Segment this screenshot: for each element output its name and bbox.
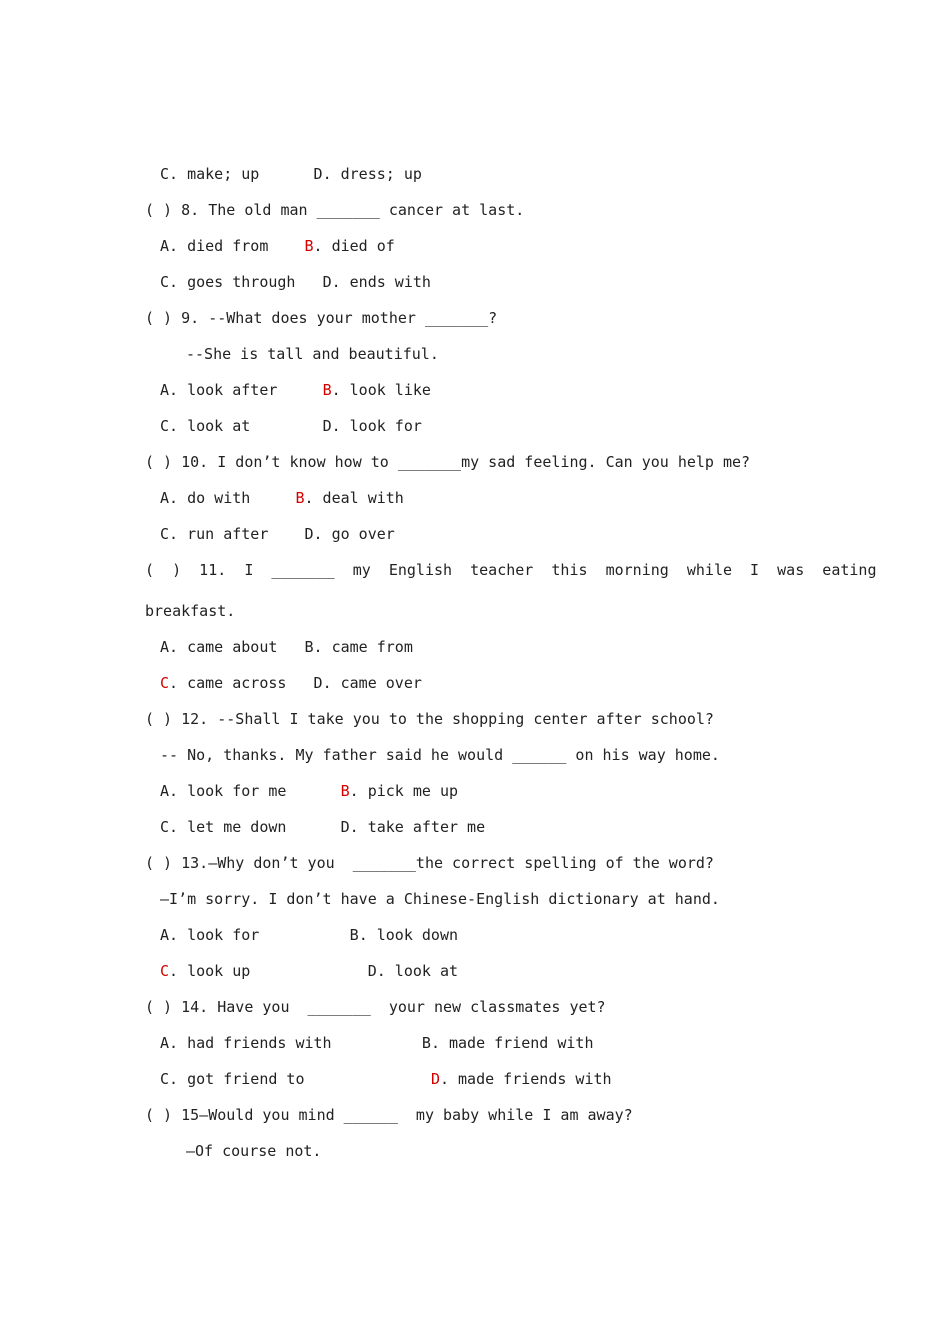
line-text [277,638,304,656]
line-text: . run after [169,525,269,543]
answer-options-line [160,272,431,292]
line-text: A [160,489,170,507]
line-text: A [160,381,170,399]
line-text: D [304,525,314,543]
answer-options-line [160,961,458,981]
line-text: D [340,818,350,836]
line-text: B [304,638,314,656]
line-text [286,818,340,836]
correct-answer-letter: B [304,237,314,255]
line-text: . let me down [169,818,287,836]
correct-answer-letter: C [160,962,170,980]
line-text: A [160,638,170,656]
line-text [286,674,313,692]
line-text: . made friends with [439,1070,612,1088]
line-text: C [160,1070,170,1088]
line-text: D [322,417,332,435]
answer-options-line [160,488,404,508]
line-text: . pick me up [349,782,459,800]
line-text [332,1034,422,1052]
line-text: A [160,237,170,255]
line-text: . look for [169,926,260,944]
line-text [305,1070,431,1088]
question-line [145,200,524,220]
line-text: . look at [376,962,459,980]
question-line [145,452,750,472]
line-text: . look after [169,381,278,399]
line-text: A [160,782,170,800]
line-text: ( ) 12. --Shall I take you to the shopping center after school? [145,710,714,728]
answer-options-line [160,637,413,657]
response-line [160,745,720,765]
line-text: D [367,962,377,980]
response-line [160,889,720,909]
line-text: C [160,818,170,836]
line-text: . look down [358,926,459,944]
line-text: C [160,273,170,291]
line-text: -- No, thanks. My father said he would ______ on his way home. [160,746,720,764]
line-text: . came about [169,638,278,656]
line-text: . deal with [304,489,404,507]
line-text: C [160,165,170,183]
line-text: . look at [169,417,251,435]
correct-answer-letter: B [322,381,332,399]
line-text: ( ) 13.—Why don’t you _______the correct spelling of the word? [145,854,714,872]
line-text: —Of course not. [186,1142,322,1160]
response-line [186,344,439,364]
line-text: . came over [322,674,422,692]
line-text [259,165,313,183]
line-text: . dress; up [322,165,422,183]
answer-options-line [160,164,422,184]
line-text: A [160,926,170,944]
line-text: C [160,525,170,543]
line-text: . made friend with [430,1034,594,1052]
line-text: ( ) 14. Have you _______ your new classmates yet? [145,998,606,1016]
line-text: . go over [313,525,395,543]
line-text: . died of [313,237,395,255]
line-text: . make; up [169,165,260,183]
line-text: A [160,1034,170,1052]
line-text: . look up [169,962,251,980]
line-text: ( ) 9. --What does your mother _______? [145,309,498,327]
question-line [145,560,877,580]
answer-options-line [160,1033,594,1053]
line-text: D [313,165,323,183]
line-text: —I’m sorry. I don’t have a Chinese-English dictionary at hand. [160,890,720,908]
line-text: B [349,926,359,944]
line-text [277,381,322,399]
answer-options-line [160,817,485,837]
line-text: . look for [331,417,422,435]
line-text [250,489,295,507]
line-text: B [421,1034,431,1052]
answer-options-line [160,1069,612,1089]
line-text: . came from [313,638,413,656]
line-text [268,525,304,543]
question-line [145,997,606,1017]
line-text: . look like [331,381,431,399]
answer-options-line [160,925,458,945]
line-text: . got friend to [169,1070,305,1088]
line-text: . do with [169,489,251,507]
answer-options-line [160,380,431,400]
line-text: . died from [169,237,269,255]
line-text: --She is tall and beautiful. [186,345,439,363]
line-text [286,782,340,800]
line-text: ( ) 15—Would you mind ______ my baby while I am away? [145,1106,633,1124]
line-text [250,962,367,980]
answer-options-line [160,673,422,693]
line-text: . goes through [169,273,296,291]
line-text: ( ) 11. I _______ my English teacher this morning while I was eating [145,561,877,579]
line-text [268,237,304,255]
answer-options-line [160,416,422,436]
line-text: D [322,273,332,291]
line-text: . take after me [349,818,486,836]
correct-answer-letter: C [160,674,170,692]
line-text: . came across [169,674,287,692]
line-text: . ends with [331,273,431,291]
question-line [145,308,497,328]
question-line [145,709,714,729]
line-text [250,417,322,435]
correct-answer-letter: D [430,1070,440,1088]
line-text: . look for me [169,782,287,800]
line-text: ( ) 10. I don’t know how to _______my sad feeling. Can you help me? [145,453,751,471]
answer-options-line [160,236,395,256]
response-line [186,1141,321,1161]
answer-options-line [160,524,395,544]
line-text: D [313,674,323,692]
answer-options-line [160,781,458,801]
line-text: . had friends with [169,1034,332,1052]
question-line [145,601,235,621]
line-text: breakfast. [145,602,236,620]
correct-answer-letter: B [340,782,350,800]
question-line [145,853,714,873]
question-line [145,1105,633,1125]
line-text [295,273,322,291]
line-text: C [160,417,170,435]
line-text [259,926,349,944]
line-text: ( ) 8. The old man _______ cancer at last. [145,201,525,219]
correct-answer-letter: B [295,489,305,507]
